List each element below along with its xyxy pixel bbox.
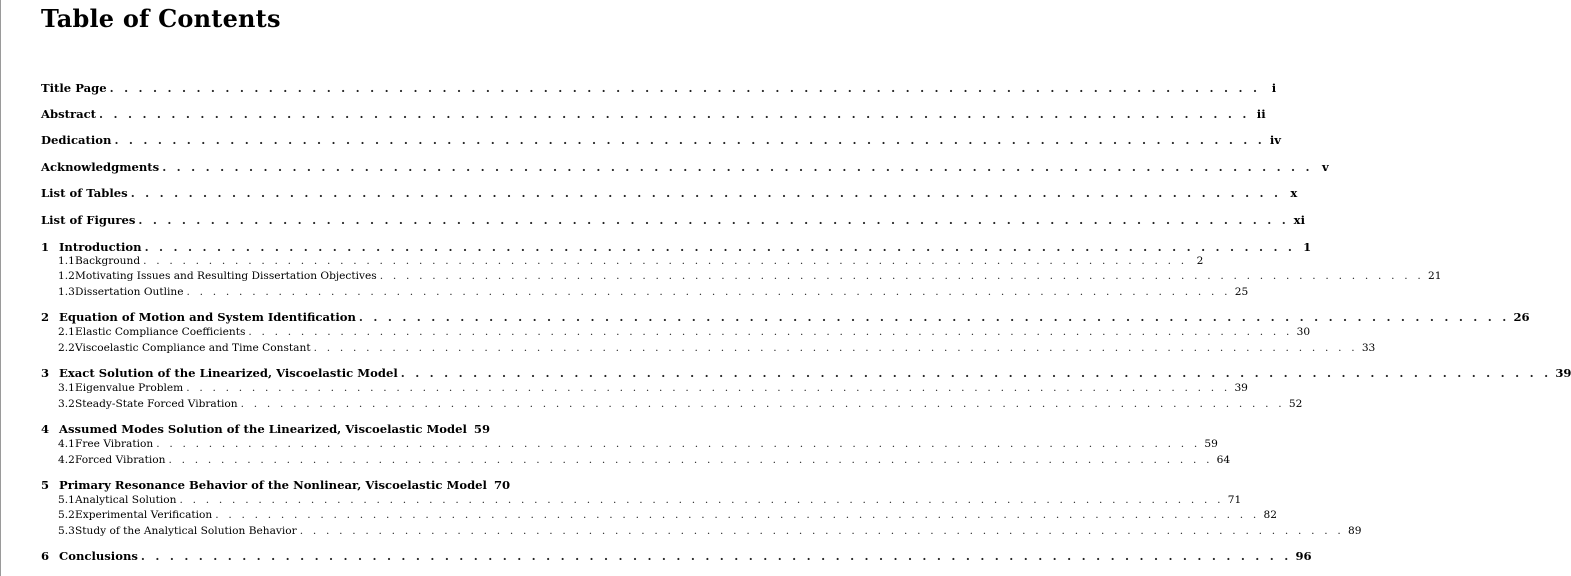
dot-leader: . . . . . . . . . . . . . . . . . . . . . . . . . . . . . . . . . . . . . . . . . . . . . . . . . . . . . . . . . . . . . . . . . . . . . . . . . . . . . . . . xyxy=(168,454,1213,466)
dot-leader: . . . . . . . . . . . . . . . . . . . . . . . . . . . . . . . . . . . . . . . . . . . . . . . . . . . . . . . . . . . . . . . . . . . . . . . . . . . . . . . . xyxy=(130,186,1282,200)
toc-entry-page: 71 xyxy=(1227,494,1242,506)
toc-entry-page: 59 xyxy=(1204,438,1218,450)
toc-entry-number: 4.1 xyxy=(58,438,75,450)
toc-entry-page: 30 xyxy=(1296,326,1311,338)
dot-leader: . . . . . . . . . . . . . . . . . . . . . . . . . . . . . . . . . . . . . . . . . . . . . . . . . . . . . . . . . . . . . . . . . . . . . . . . . . . . . . . . xyxy=(186,382,1231,394)
toc-entry-label: Elastic Compliance Coefficients xyxy=(75,326,246,338)
toc-entry-page: x xyxy=(1290,186,1298,200)
toc-entry-6[interactable] xyxy=(41,549,1312,563)
toc-entry-label: Acknowledgments xyxy=(41,160,160,174)
toc-entry-page: 39 xyxy=(1555,366,1571,380)
toc-entry-5-2[interactable] xyxy=(41,508,1277,522)
toc-entry-page: ii xyxy=(1256,107,1266,121)
toc-entry-label: Study of the Analytical Solution Behavior xyxy=(75,525,297,537)
toc-entry-page: 33 xyxy=(1361,342,1376,354)
dot-leader: . . . . . . . . . . . . . . . . . . . . . . . . . . . . . . . . . . . . . . . . . . . . . . . . . . . . . . . . . . . . . . . . . . . . . . . . . . . . . . . . xyxy=(179,494,1224,506)
dot-leader: . . . . . . . . . . . . . . . . . . . . . . . . . . . . . . . . . . . . . . . . . . . . . . . . . . . . . . . . . . . . . . . . . . . . . . . . . . . . . . . . xyxy=(240,398,1285,410)
toc-entry-number: 2 xyxy=(41,310,50,324)
toc-entry-number: 3.1 xyxy=(58,382,75,394)
dot-leader: . . . . . . . . . . . . . . . . . . . . . . . . . . . . . . . . . . . . . . . . . . . . . . . . . . . . . . . . . . . . . . . . . . . . . . . . . . . . . . . . xyxy=(215,509,1260,521)
toc-entry-page: 64 xyxy=(1216,454,1231,466)
toc-entry-number: 5.3 xyxy=(58,525,75,537)
toc-entry-number: 5 xyxy=(41,478,50,492)
toc-entry-label: List of Figures xyxy=(41,213,136,227)
toc-entry-number: 5.1 xyxy=(58,494,75,506)
toc-entry-label: Conclusions xyxy=(59,549,138,563)
toc-entry-page: 82 xyxy=(1263,509,1277,521)
dot-leader: . . . . . . . . . . . . . . . . . . . . . . . . . . . . . . . . . . . . . . . . . . . . . . . . . . . . . . . . . . . . . . . . . . . . . . . . . . . . . . . . xyxy=(358,310,1510,324)
toc-entry-5-3[interactable] xyxy=(41,524,1362,538)
toc-entry-number: 2.1 xyxy=(58,326,75,338)
toc-entry-label: Viscoelastic Compliance and Time Constant xyxy=(75,342,311,354)
toc-entry-page: 21 xyxy=(1427,270,1442,282)
toc-entry-label: Dedication xyxy=(41,133,112,147)
toc-entry-list-of-figures[interactable] xyxy=(41,213,1305,227)
toc-entry-label: Assumed Modes Solution of the Linearized, Viscoelastic Model xyxy=(59,422,467,436)
dot-leader: . . . . . . . . . . . . . . . . . . . . . . . . . . . . . . . . . . . . . . . . . . . . . . . . . . . . . . . . . . . . . . . . . . . . . . . . . . . . . . . . xyxy=(379,270,1424,282)
toc-entry-page: v xyxy=(1322,160,1329,174)
toc-entry-3[interactable] xyxy=(41,366,1571,380)
toc-entry-label: Dissertation Outline xyxy=(75,286,184,298)
dot-leader: . . . . . . . . . . . . . . . . . . . . . . . . . . . . . . . . . . . . . . . . . . . . . . . . . . . . . . . . . . . . . . . . . . . . . . . . . . . . . . . . xyxy=(143,255,1188,267)
toc-entry-number: 5.2 xyxy=(58,509,75,521)
dot-leader: . . . . . . . . . . . . . . . . . . . . . . . . . . . . . . . . . . . . . . . . . . . . . . . . . . . . . . . . . . . . . . . . . . . . . . . . . . . . . . . . xyxy=(156,438,1201,450)
toc-entry-3-1[interactable] xyxy=(41,381,1248,395)
toc-entry-2-2[interactable] xyxy=(41,341,1376,355)
toc-entry-label: Introduction xyxy=(59,240,142,254)
toc-entry-1-2[interactable] xyxy=(41,269,1442,283)
toc-entry-5[interactable] xyxy=(41,478,511,492)
toc-entry-4-2[interactable] xyxy=(41,453,1231,467)
toc-entry-label: Exact Solution of the Linearized, Viscoelastic Model xyxy=(59,366,398,380)
toc-entry-number: 1.1 xyxy=(58,255,75,267)
dot-leader: . . . . . . . . . . . . . . . . . . . . . . . . . . . . . . . . . . . . . . . . . . . . . . . . . . . . . . . . . . . . . . . . . . . . . . . . . . . . . . . . xyxy=(144,240,1296,254)
toc-entry-label: Background xyxy=(75,255,141,267)
toc-entry-label: List of Tables xyxy=(41,186,128,200)
dot-leader: . . . . . . . . . . . . . . . . . . . . . . . . . . . . . . . . . . . . . . . . . . . . . . . . . . . . . . . . . . . . . . . . . . . . . . . . . . . . . . . . xyxy=(109,81,1261,95)
toc-entry-label: Eigenvalue Problem xyxy=(75,382,184,394)
toc-entry-label: Abstract xyxy=(41,107,97,121)
dot-leader: . . . . . . . . . . . . . . . . . . . . . . . . . . . . . . . . . . . . . . . . . . . . . . . . . . . . . . . . . . . . . . . . . . . . . . . . . . . . . . . . xyxy=(114,133,1266,147)
toc-entry-list-of-tables[interactable] xyxy=(41,186,1298,200)
toc-entry-3-2[interactable] xyxy=(41,397,1303,411)
toc-entry-page: 52 xyxy=(1288,398,1303,410)
toc-entry-label: Experimental Verification xyxy=(75,509,213,521)
dot-leader: . . . . . . . . . . . . . . . . . . . . . . . . . . . . . . . . . . . . . . . . . . . . . . . . . . . . . . . . . . . . . . . . . . . . . . . . . . . . . . . . xyxy=(313,342,1358,354)
toc-entry-dedication[interactable] xyxy=(41,133,1282,147)
dot-leader: . . . . . . . . . . . . . . . . . . . . . . . . . . . . . . . . . . . . . . . . . . . . . . . . . . . . . . . . . . . . . . . . . . . . . . . . . . . . . . . . xyxy=(140,549,1292,563)
toc-entry-page: 39 xyxy=(1234,382,1248,394)
toc-entry-label: Primary Resonance Behavior of the Nonlinear, Viscoelastic Model xyxy=(59,478,487,492)
toc-entry-title-page[interactable] xyxy=(41,81,1277,95)
toc-entry-number: 3 xyxy=(41,366,50,380)
toc-entry-page: 25 xyxy=(1234,286,1249,298)
toc-entry-label: Steady-State Forced Vibration xyxy=(75,398,238,410)
toc-entry-acknowledgments[interactable] xyxy=(41,160,1329,174)
toc-entry-number: 1 xyxy=(41,240,50,254)
toc-entry-number: 6 xyxy=(41,549,50,563)
dot-leader: . . . . . . . . . . . . . . . . . . . . . . . . . . . . . . . . . . . . . . . . . . . . . . . . . . . . . . . . . . . . . . . . . . . . . . . . . . . . . . . . xyxy=(248,326,1293,338)
toc-entry-1-1[interactable] xyxy=(41,254,1204,268)
toc-entry-number: 3.2 xyxy=(58,398,75,410)
dot-leader: . . . . . . . . . . . . . . . . . . . . . . . . . . . . . . . . . . . . . . . . . . . . . . . . . . . . . . . . . . . . . . . . . . . . . . . . . . . . . . . . xyxy=(186,286,1231,298)
toc-entry-label: Analytical Solution xyxy=(75,494,177,506)
dot-leader: . . . . . . . . . . . . . . . . . . . . . . . . . . . . . . . . . . . . . . . . . . . . . . . . . . . . . . . . . . . . . . . . . . . . . . . . . . . . . . . . xyxy=(400,366,1552,380)
dot-leader: . . . . . . . . . . . . . . . . . . . . . . . . . . . . . . . . . . . . . . . . . . . . . . . . . . . . . . . . . . . . . . . . . . . . . . . . . . . . . . . . xyxy=(299,525,1344,537)
toc-entry-2[interactable] xyxy=(41,310,1530,324)
toc-entry-page: 2 xyxy=(1196,255,1204,267)
toc-entry-label: Free Vibration xyxy=(75,438,154,450)
toc-entry-page: 59 xyxy=(473,422,491,436)
toc-entry-label: Title Page xyxy=(41,81,107,95)
toc-entry-1-3[interactable] xyxy=(41,285,1249,299)
toc-entry-page: 1 xyxy=(1303,240,1312,254)
toc-entry-number: 2.2 xyxy=(58,342,75,354)
page-title: Table of Contents xyxy=(41,4,281,33)
toc-entry-1[interactable] xyxy=(41,240,1312,254)
toc-entry-2-1[interactable] xyxy=(41,325,1311,339)
toc-entry-number: 4.2 xyxy=(58,454,75,466)
dot-leader: . . . . . . . . . . . . . . . . . . . . . . . . . . . . . . . . . . . . . . . . . . . . . . . . . . . . . . . . . . . . . . . . . . . . . . . . . . . . . . . . xyxy=(138,213,1289,227)
toc-entry-label: Forced Vibration xyxy=(75,454,166,466)
toc-entry-number: 1.2 xyxy=(58,270,75,282)
toc-entry-page: iv xyxy=(1269,133,1282,147)
toc-entry-number: 4 xyxy=(41,422,50,436)
toc-entry-page: 89 xyxy=(1347,525,1362,537)
toc-entry-page: i xyxy=(1271,81,1277,95)
toc-entry-page: 96 xyxy=(1295,549,1312,563)
toc-entry-4-1[interactable] xyxy=(41,437,1218,451)
toc-entry-page: xi xyxy=(1293,213,1305,227)
toc-entry-label: Equation of Motion and System Identification xyxy=(59,310,356,324)
toc-entry-5-1[interactable] xyxy=(41,493,1242,507)
toc-entry-number: 1.3 xyxy=(58,286,75,298)
dot-leader: . . . . . . . . . . . . . . . . . . . . . . . . . . . . . . . . . . . . . . . . . . . . . . . . . . . . . . . . . . . . . . . . . . . . . . . . . . . . . . . . xyxy=(99,107,1250,121)
toc-entry-page: 26 xyxy=(1513,310,1530,324)
toc-entry-page: 70 xyxy=(493,478,511,492)
toc-entry-label: Motivating Issues and Resulting Dissertation Objectives xyxy=(75,270,377,282)
dot-leader: . . . . . . . . . . . . . . . . . . . . . . . . . . . . . . . . . . . . . . . . . . . . . . . . . . . . . . . . . . . . . . . . . . . . . . . . . . . . . . . . xyxy=(162,160,1313,174)
toc-entry-4[interactable] xyxy=(41,422,491,436)
toc-entry-abstract[interactable] xyxy=(41,107,1266,121)
